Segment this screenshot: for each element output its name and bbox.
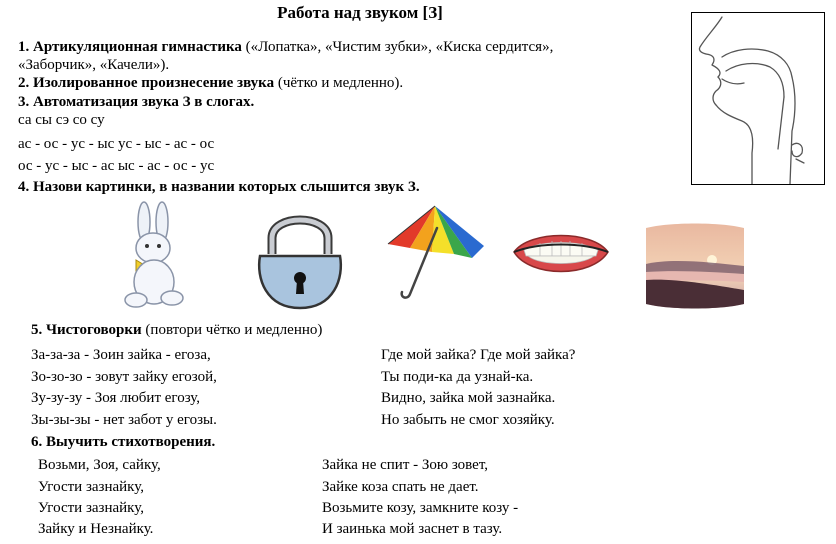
poem-right-1: Зайка не спит - Зою зовет, (322, 457, 489, 473)
tongue-twister-right-4: Но забыть не смог хозяйку. (381, 412, 555, 428)
padlock-icon (252, 208, 348, 312)
poem-left-1: Возьми, Зоя, сайку, (38, 457, 161, 473)
syllable-line-2: ас - ос - ус - ыс ус - ыс - ас - ос (18, 136, 215, 152)
section-4-heading-text: 4. Назови картинки, в названии которых слышится звук З. (18, 179, 420, 195)
section-1-heading: 1. Артикуляционная гимнастика (18, 39, 242, 55)
poem-right-4: И заинька мой заснет в тазу. (322, 521, 503, 537)
articulation-profile-icon (692, 13, 824, 184)
poem-right-2: Зайке коза спать не дает. (322, 479, 479, 495)
section-3-heading-text: 3. Автоматизация звука З в слогах. (18, 94, 255, 110)
tongue-twister-right-2: Ты поди-ка да узнай-ка. (381, 369, 534, 385)
section-2-text: (чётко и медленно). (274, 75, 404, 91)
tongue-twister-left-1: За-за-за - Зоин зайка - егоза, (31, 347, 211, 363)
section-2-heading: 2. Изолированное произнесение звука (18, 75, 275, 91)
sunset-icon (640, 220, 750, 312)
section-3-heading (18, 93, 254, 111)
section-1 (18, 38, 553, 56)
page-title: Работа над звуком [З] (277, 3, 443, 22)
tongue-twister-left-4: Зы-зы-зы - нет забот у егозы. (31, 412, 217, 428)
poem-left-4: Зайку и Незнайку. (38, 521, 154, 537)
umbrella-icon (380, 198, 490, 310)
teeth-icon (510, 226, 612, 284)
tongue-twister-left-3: Зу-зу-зу - Зоя любит егозу, (31, 390, 201, 406)
section-6-heading (31, 433, 215, 451)
section-1-text-2: «Заборчик», «Качели»). (18, 57, 170, 73)
tongue-twister-left-2: Зо-зо-зо - зовут зайку егозой, (31, 369, 217, 385)
bunny-icon (118, 200, 190, 312)
poem-right-3: Возьмите козу, замкните козу - (322, 500, 519, 516)
section-5-text: (повтори чётко и медленно) (141, 322, 323, 338)
section-1-text: («Лопатка», «Чистим зубки», «Киска сердится», (241, 39, 554, 55)
tongue-twister-right-3: Видно, зайка мой зазнайка. (381, 390, 556, 406)
articulation-profile-box (691, 12, 825, 185)
poem-left-2: Угости зазнайку, (38, 479, 144, 495)
syllable-line-3: ос - ус - ыс - ас ыс - ас - ос - ус (18, 158, 215, 174)
section-2 (18, 74, 403, 92)
section-6-heading-text: 6. Выучить стихотворения. (31, 434, 216, 450)
poem-left-3: Угости зазнайку, (38, 500, 144, 516)
section-4-heading (18, 178, 420, 196)
section-5-heading: 5. Чистоговорки (31, 322, 142, 338)
tongue-twister-right-1: Где мой зайка? Где мой зайка? (381, 347, 576, 363)
syllable-line-1: са сы сэ со су (18, 112, 105, 128)
section-5 (31, 321, 322, 339)
